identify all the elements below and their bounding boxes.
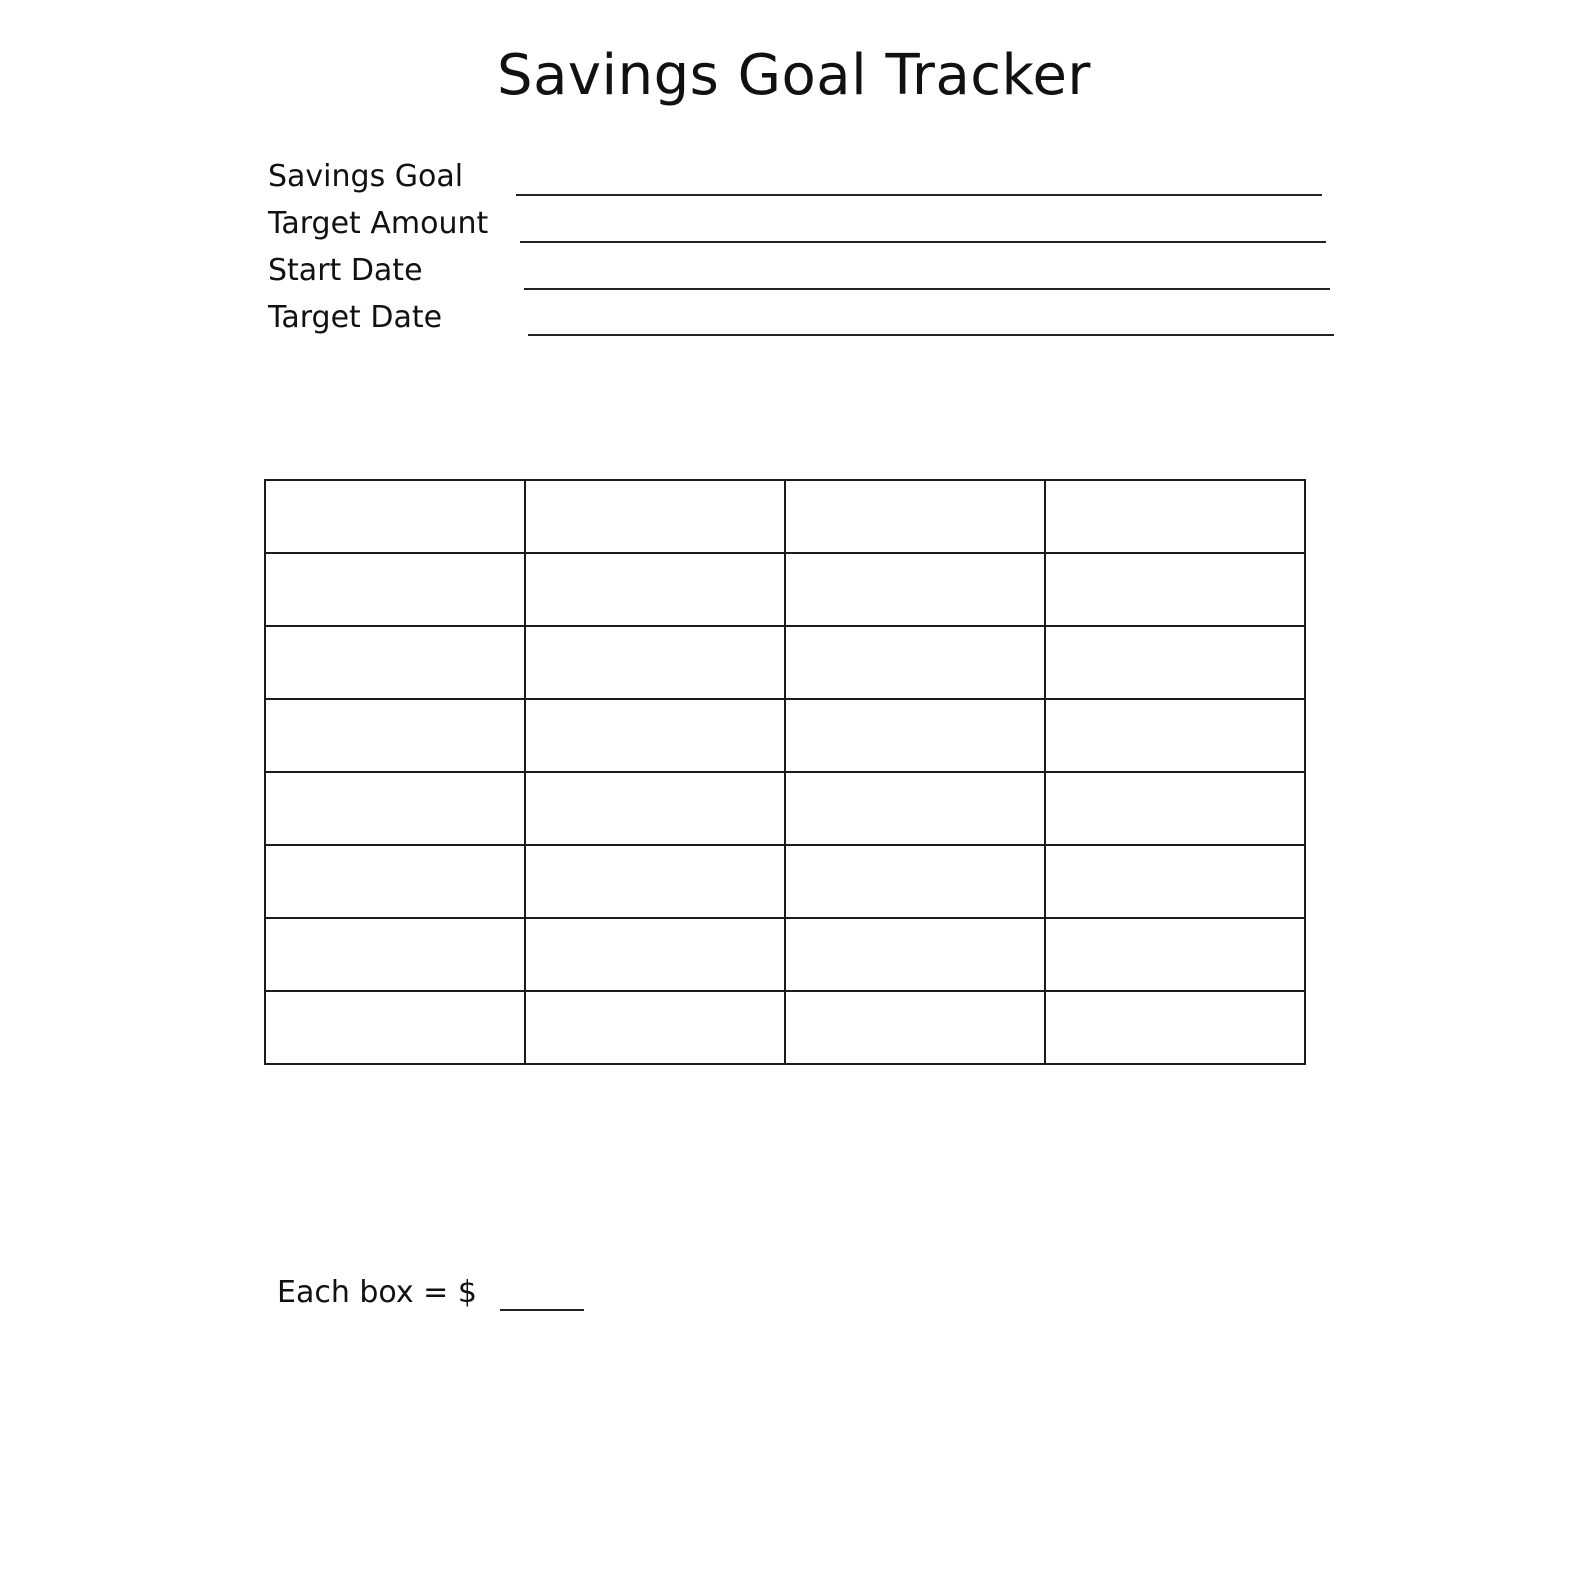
start-date-label: Start Date <box>268 253 423 288</box>
grid-box[interactable] <box>265 918 525 991</box>
grid-row <box>265 772 1305 845</box>
grid-box[interactable] <box>785 699 1045 772</box>
grid-box[interactable] <box>1045 626 1305 699</box>
target-date-line[interactable] <box>528 334 1334 336</box>
grid-box[interactable] <box>265 772 525 845</box>
box-value-label: Each box = $ <box>277 1275 477 1310</box>
grid-box[interactable] <box>785 626 1045 699</box>
savings-goal-label: Savings Goal <box>268 159 464 194</box>
grid-box[interactable] <box>785 991 1045 1064</box>
grid-box[interactable] <box>1045 772 1305 845</box>
target-date-field[interactable] <box>268 298 1340 344</box>
grid-box[interactable] <box>265 991 525 1064</box>
grid-row <box>265 991 1305 1064</box>
grid-box[interactable] <box>525 626 785 699</box>
grid-box[interactable] <box>785 553 1045 626</box>
target-amount-line[interactable] <box>520 241 1326 243</box>
savings-tracker-grid <box>264 479 1306 1065</box>
start-date-line[interactable] <box>524 288 1330 290</box>
start-date-field[interactable] <box>268 251 1336 297</box>
grid-box[interactable] <box>1045 918 1305 991</box>
grid-row <box>265 480 1305 553</box>
target-amount-label: Target Amount <box>268 206 489 241</box>
grid-box[interactable] <box>265 626 525 699</box>
grid-box[interactable] <box>785 772 1045 845</box>
page-title: Savings Goal Tracker <box>497 43 1091 108</box>
grid-row <box>265 699 1305 772</box>
box-value-line[interactable] <box>500 1309 584 1311</box>
grid-box[interactable] <box>1045 553 1305 626</box>
grid-box[interactable] <box>525 845 785 918</box>
grid-box[interactable] <box>1045 991 1305 1064</box>
grid-box[interactable] <box>525 918 785 991</box>
target-date-label: Target Date <box>268 300 443 335</box>
grid-body <box>265 480 1305 1064</box>
grid-box[interactable] <box>525 553 785 626</box>
grid-box[interactable] <box>785 845 1045 918</box>
grid-box[interactable] <box>1045 480 1305 553</box>
grid-box[interactable] <box>265 699 525 772</box>
grid-row <box>265 918 1305 991</box>
savings-goal-field[interactable] <box>268 157 1328 203</box>
grid-row <box>265 626 1305 699</box>
grid-row <box>265 845 1305 918</box>
grid-box[interactable] <box>525 699 785 772</box>
grid-box[interactable] <box>265 845 525 918</box>
savings-goal-line[interactable] <box>516 194 1322 196</box>
grid-box[interactable] <box>265 553 525 626</box>
grid-box[interactable] <box>525 772 785 845</box>
grid-box[interactable] <box>1045 699 1305 772</box>
grid-box[interactable] <box>785 918 1045 991</box>
grid-box[interactable] <box>525 991 785 1064</box>
grid-box[interactable] <box>265 480 525 553</box>
target-amount-field[interactable] <box>268 204 1332 250</box>
grid-row <box>265 553 1305 626</box>
grid-box[interactable] <box>1045 845 1305 918</box>
grid-box[interactable] <box>525 480 785 553</box>
grid-box[interactable] <box>785 480 1045 553</box>
